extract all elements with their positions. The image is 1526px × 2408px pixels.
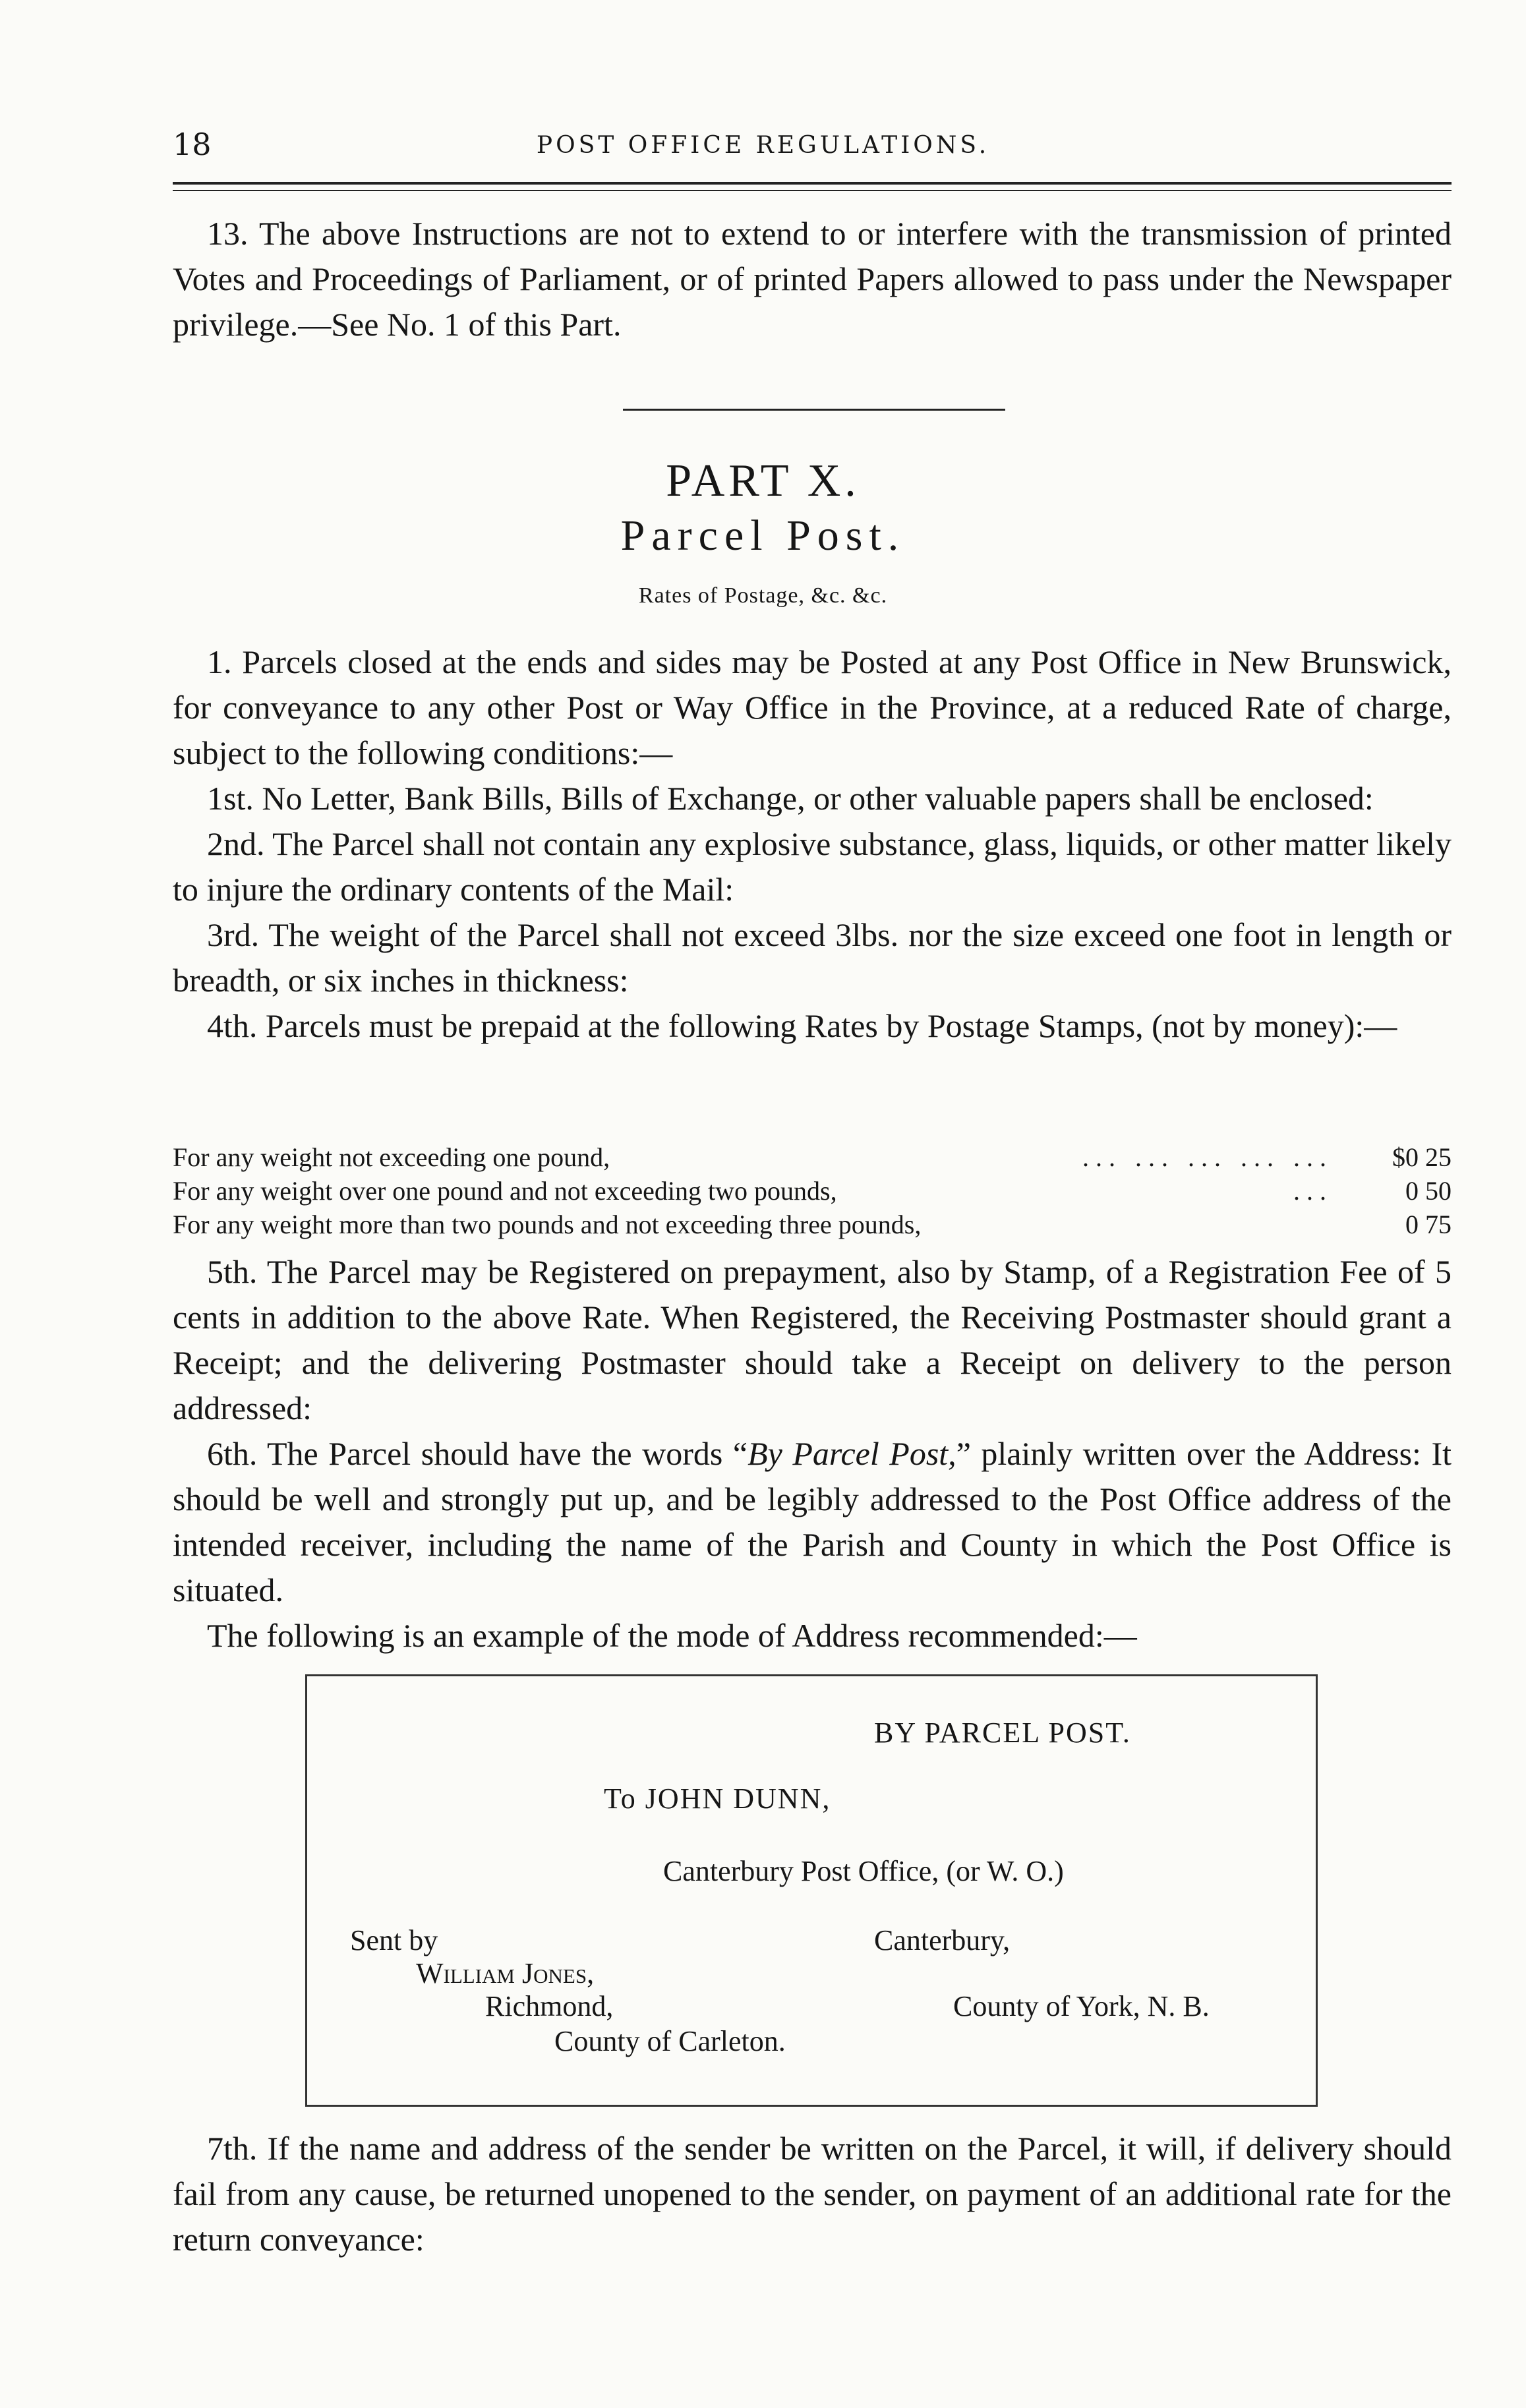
example-intro: The following is an example of the mode of Address recommended:— <box>207 1617 1137 1654</box>
recipient-line: To JOHN DUNN, <box>604 1782 831 1815</box>
sent-by-label: Sent by <box>350 1924 438 1956</box>
rate-amount: 0 75 <box>1405 1210 1452 1239</box>
destination-county: County of York, N. B. <box>953 1990 1210 2022</box>
condition-6th-start: 6th. The Parcel should have the words “ <box>207 1435 748 1472</box>
intro-paragraph <box>173 211 1452 347</box>
conditions-block <box>173 639 1452 1049</box>
condition-6th-italic: By Parcel Post, <box>748 1435 956 1472</box>
destination-parish: Canterbury, <box>874 1924 1011 1956</box>
rate-leader-dots: ... ... ... ... ... <box>1082 1142 1333 1172</box>
part-heading: PART X. <box>666 455 860 506</box>
header-rule-thick <box>173 182 1452 185</box>
rate-amount: $0 25 <box>1392 1142 1452 1172</box>
part-title: Parcel Post. <box>620 512 906 560</box>
rate-amount: 0 50 <box>1405 1176 1452 1206</box>
condition-3rd: 3rd. The weight of the Parcel shall not exceed 3lbs. nor the size exceed one foot in length or breadth, or six inches in thickness: <box>173 916 1452 999</box>
page-number: 18 <box>173 127 212 162</box>
sender-county: County of Carleton. <box>554 2025 786 2057</box>
condition-4th: 4th. Parcels must be prepaid at the following Rates by Postage Stamps, (not by money):— <box>207 1007 1397 1044</box>
paragraph-1: 1. Parcels closed at the ends and sides may be Posted at any Post Office in New Brunswick, for conveyance to any other Post or Way Office in the Province, at a reduced Rate of charge, subject to the following conditions:— <box>173 643 1452 771</box>
closing-block <box>173 2126 1452 2262</box>
condition-7th: 7th. If the name and address of the sender be written on the Parcel, it will, if delivery should fail from any cause, be returned unopened to the sender, on payment of an additional rate for the return conveyance: <box>173 2130 1452 2258</box>
rate-row <box>173 1140 1452 1174</box>
rate-row <box>173 1174 1452 1208</box>
header-rule-thin <box>173 190 1452 191</box>
rate-leader-dots: ... <box>1293 1176 1333 1206</box>
rate-description: For any weight over one pound and not exceeding two pounds, <box>173 1176 837 1206</box>
condition-5th: 5th. The Parcel may be Registered on prepayment, also by Stamp, of a Registration Fee of 5 cents in addition to the above Rate. When Registered, the Receiving Postmaster should grant a Receipt; and the delivering Postmaster should take a Receipt on delivery to the person addressed: <box>173 1253 1452 1426</box>
paragraph-13: 13. The above Instructions are not to extend to or interfere with the transmission of printed Votes and Proceedings of Parliament, or of printed Papers allowed to pass under the Newspaper privilege.—See No. 1 of this Part. <box>173 215 1452 343</box>
rate-description: For any weight not exceeding one pound, <box>173 1142 610 1172</box>
by-parcel-post-label: BY PARCEL POST. <box>874 1717 1131 1749</box>
part-subtitle: Rates of Postage, &c. &c. <box>638 583 888 608</box>
section-divider <box>623 409 1005 411</box>
condition-2nd: 2nd. The Parcel shall not contain any explosive substance, glass, liquids, or other matter likely to injure the ordinary contents of the Mail: <box>173 825 1452 908</box>
condition-6th <box>173 1431 1452 1613</box>
conditions-block-continued <box>173 1249 1452 1659</box>
sender-name: William Jones, <box>416 1957 595 1989</box>
destination-post-office: Canterbury Post Office, (or W. O.) <box>663 1855 1064 1887</box>
address-example-box <box>305 1674 1318 2107</box>
rate-description: For any weight more than two pounds and not exceeding three pounds, <box>173 1210 922 1239</box>
condition-6th-end: ” plainly written over the Address: It should be well and strongly put up, and be legibly addressed to the Post Office address of the intended receiver, including the name of the Parish and County in which the Post Office is situated. <box>173 1435 1452 1608</box>
sender-town: Richmond, <box>485 1990 614 2022</box>
condition-1st: 1st. No Letter, Bank Bills, Bills of Exchange, or other valuable papers shall be enclosed: <box>207 780 1374 817</box>
rates-table <box>173 1140 1452 1241</box>
rate-row <box>173 1208 1452 1241</box>
running-title: POST OFFICE REGULATIONS. <box>536 132 990 159</box>
